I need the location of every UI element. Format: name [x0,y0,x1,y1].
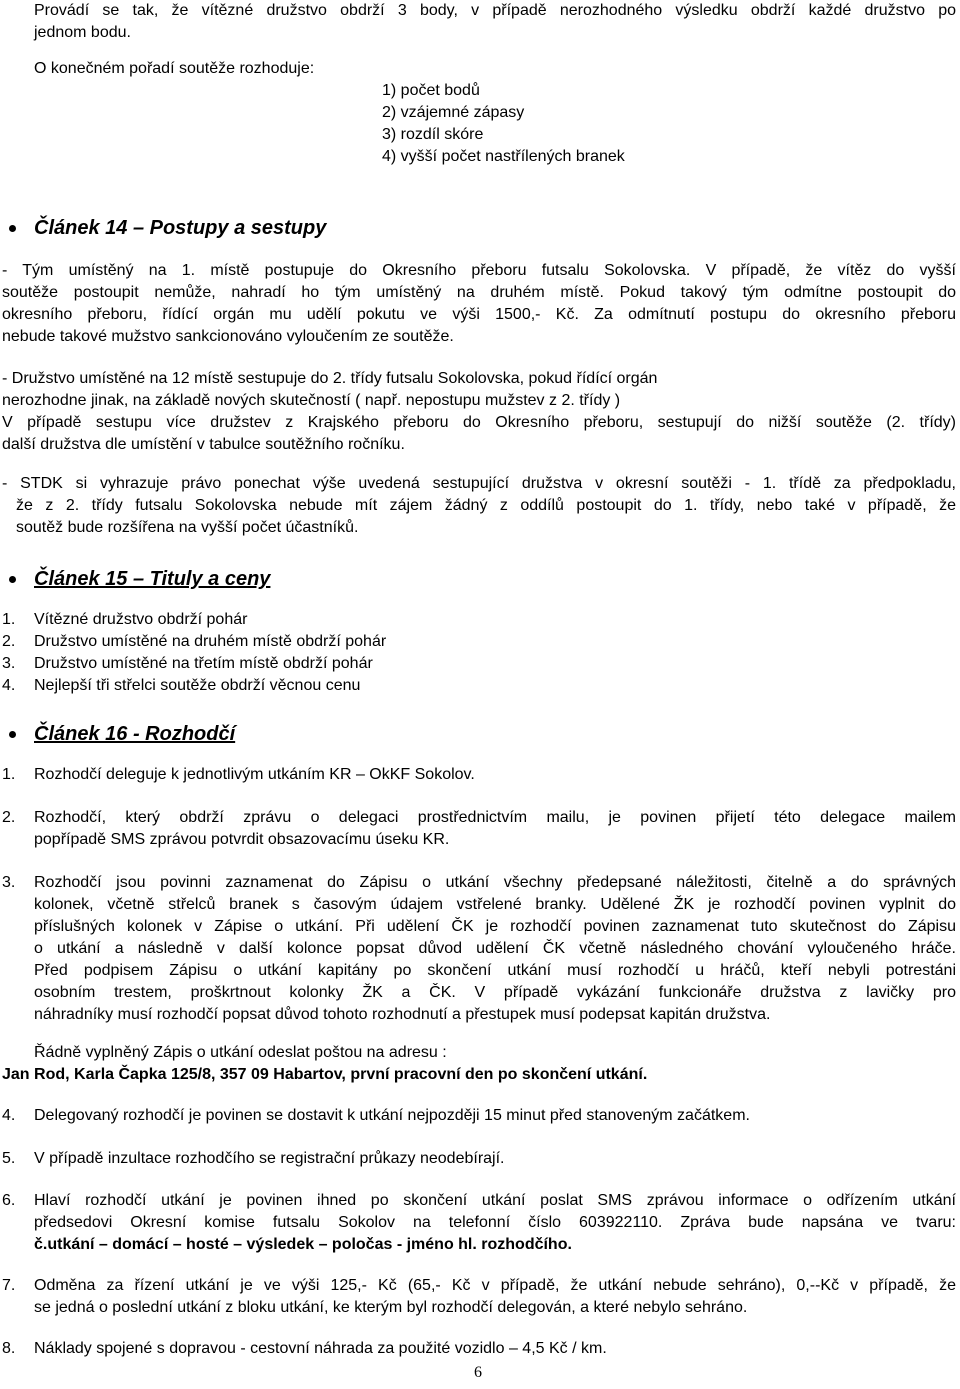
list-item: Vítězné družstvo obdrží pohár [34,611,248,628]
list-number: 3. [2,655,16,672]
list-item: o utkání a následně v další kolonce popsat důvod udělení ČK včetně následného chování vyloučeného hráče. [34,940,956,957]
list-item: Družstvo umístěné na třetím místě obdrží pohár [34,655,373,672]
list-number: 2. [2,809,16,826]
order-item: 4) vyšší počet nastřílených branek [382,148,625,165]
list-item: Hlaví rozhodčí utkání je povinen ihned po skončení utkání poslat SMS zprávou informace o odřízením utkání [34,1192,956,1209]
list-item: náhradníky musí rozhodčí popsat důvod tohoto rozhodnutí a přestupek musí podepsat kapitán družstva. [34,1006,771,1023]
list-number: 3. [2,874,16,891]
sms-format: č.utkání – domácí – hosté – výsledek – poločas - jméno hl. rozhodčího. [34,1236,572,1253]
article-14-text: nerozhodne jinak, na základě nových skutečností ( např. nepostupu mužstev z 2. třídy ) [2,392,621,409]
list-number: 6. [2,1192,16,1209]
list-item: Rozhodčí jsou povinni zaznamenat do Zápisu o utkání všechny předepsané náležitosti, čitelně a do správných [34,874,956,891]
list-item: příslušných kolonek v Zápise o utkání. Při udělení ČK je rozhodčí povinen zaznamenat tuto skutečnost do Zápisu [34,918,956,935]
list-item: Náklady spojené s dopravou - cestovní náhrada za použité vozidlo – 4,5 Kč / km. [34,1340,607,1357]
order-item: 2) vzájemné zápasy [382,104,525,121]
list-item: Odměna za řízení utkání je ve výši 125,- Kč (65,- Kč v případě, že utkání nebude sehráno), 0,--Kč v případě, že [34,1277,956,1294]
list-item: popřípadě SMS zprávou potvrdit obsazovacímu úseku KR. [34,831,450,848]
article-14-text: - Tým umístěný na 1. místě postupuje do Okresního přeboru futsalu Sokolovska. V případě, že vítěz do vyšší [2,262,956,279]
list-number: 8. [2,1340,16,1357]
article-14-text: soutěže postoupit nemůže, nahradí ho tým umístěný na druhém místě. Pokud takový tým odmítne postoupit do [2,284,956,301]
article-14-text: nebude takové mužstvo sankcionováno vyloučením ze soutěže. [2,328,454,345]
list-item: Družstvo umístěné na druhém místě obdrží pohár [34,633,387,650]
article-14-text: - STDK si vyhrazuje právo ponechat výše uvedená sestupující družstva v okresní soutěži - 1. třídě za předpokladu, [2,475,956,492]
list-item: osobním trestem, proškrtnout kolonky ŽK a ČK. V případě vykázání funkcionáře družstva z lavičky pro [34,984,956,1001]
list-item: předsedovi Okresní komise futsalu Sokolov na telefonní číslo 603922110. Zpráva bude napsána ve tvaru: [34,1214,956,1231]
address: Jan Rod, Karla Čapka 125/8, 357 09 Habartov, první pracovní den po skončení utkání. [2,1066,648,1083]
list-item: Delegovaný rozhodčí je povinen se dostavit k utkání nejpozději 15 minut před stanoveným začátkem. [34,1107,750,1124]
article-14-text: - Družstvo umístěné na 12 místě sestupuje do 2. třídy futsalu Sokolovska, pokud řídící orgán [2,370,658,387]
bullet-icon [9,731,16,738]
list-number: 4. [2,677,16,694]
list-number: 4. [2,1107,16,1124]
order-item: 1) počet bodů [382,82,480,99]
list-number: 1. [2,611,16,628]
article-14-heading: Článek 14 – Postupy a sestupy [34,217,327,239]
list-item: Před podpisem Zápisu o utkání kapitány po skončení utkání musí rozhodčí u hráčů, kteří nebyli potrestáni [34,962,956,979]
bullet-icon [9,225,16,232]
list-number: 1. [2,766,16,783]
article-14-text: že z 2. třídy futsalu Sokolovska nebude mít zájem žádný z oddílů postoupit do 1. třídy, nebo také v případě, že [16,497,956,514]
list-item: Rozhodčí deleguje k jednotlivým utkáním KR – OkKF Sokolov. [34,766,475,783]
list-item: Rozhodčí, který obdrží zprávu o delegaci prostřednictvím mailu, je povinen přijetí této delegace mailem [34,809,956,826]
order-item: 3) rozdíl skóre [382,126,484,143]
article-14-text: V případě sestupu více družstev z Krajského přeboru do Okresního přeboru, sestupují do nižší soutěže (2. třídy) [2,414,956,431]
list-number: 7. [2,1277,16,1294]
article-14-text: další družstva dle umístění v tabulce soutěžního ročníku. [2,436,405,453]
article-14-text: soutěž bude rozšířena na vyšší počet účastníků. [16,519,359,536]
article-16-heading: Článek 16 - Rozhodčí [34,723,236,745]
bullet-icon [9,576,16,583]
page-number: 6 [474,1364,482,1381]
list-number: 2. [2,633,16,650]
article-14-text: okresního přeboru, řídící orgán mu udělí pokutu ve výši 1500,- Kč. Za odmítnutí postupu do okresního přeboru [2,306,956,323]
list-item: kolonek, včetně střelců branek s časovým údajem vstřelené branky. Udělené ŽK je rozhodčí povinen vyplnit do [34,896,956,913]
address-intro: Řádně vyplněný Zápis o utkání odeslat poštou na adresu : [34,1044,447,1061]
intro-line-2: jednom bodu. [34,24,131,41]
article-15-heading: Článek 15 – Tituly a ceny [34,568,271,590]
list-item: V případě inzultace rozhodčího se registrační průkazy neodebírají. [34,1150,505,1167]
intro-line-1: Provádí se tak, že vítězné družstvo obdrží 3 body, v případě nerozhodného výsledku obdrží každé družstvo po [34,2,956,19]
list-item: se jedná o poslední utkání z bloku utkání, ke kterým byl rozhodčí delegován, a které nebylo sehráno. [34,1299,748,1316]
order-title: O konečném pořadí soutěže rozhoduje: [34,60,315,77]
list-item: Nejlepší tři střelci soutěže obdrží věcnou cenu [34,677,361,694]
list-number: 5. [2,1150,16,1167]
